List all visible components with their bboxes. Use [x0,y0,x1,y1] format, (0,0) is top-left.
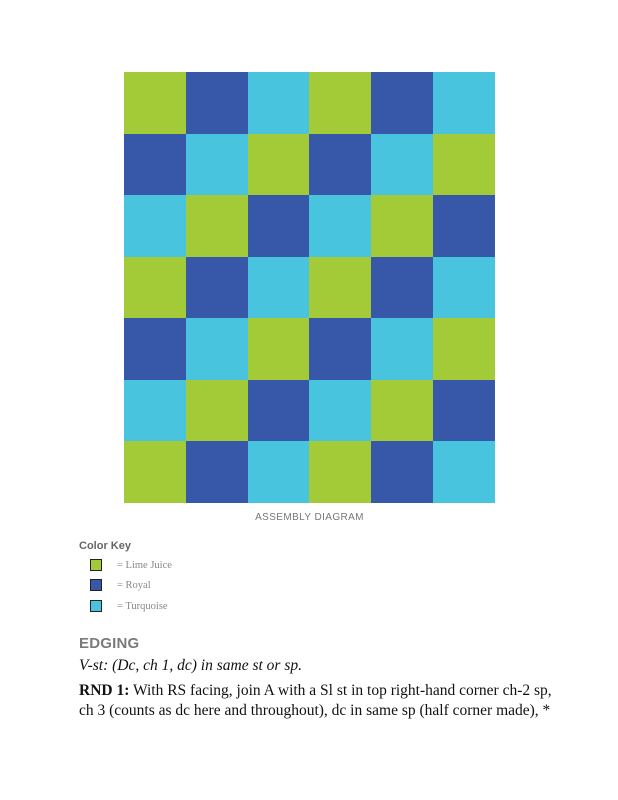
diagram-square [309,380,371,442]
diagram-square [371,318,433,380]
color-key-item-royal [90,578,151,592]
color-key-item-lime-juice [90,558,172,572]
diagram-square [124,380,186,442]
diagram-square [309,441,371,503]
diagram-caption: ASSEMBLY DIAGRAM [255,512,364,523]
color-key-title: Color Key [79,540,131,552]
diagram-square [309,134,371,196]
diagram-square [186,257,248,319]
diagram-square [248,380,310,442]
royal-swatch [90,579,102,591]
diagram-square [371,441,433,503]
diagram-square [433,380,495,442]
v-stitch-definition: V-st: (Dc, ch 1, dc) in same st or sp. [79,657,302,674]
diagram-square [433,195,495,257]
diagram-square [186,134,248,196]
turquoise-swatch [90,600,102,612]
diagram-square [124,134,186,196]
diagram-square [309,318,371,380]
round-1-line-1 [79,681,552,701]
round-1-instructions [79,681,552,721]
diagram-square [124,72,186,134]
lime-juice-swatch [90,559,102,571]
diagram-square [309,195,371,257]
diagram-square [371,257,433,319]
diagram-square [309,257,371,319]
assembly-diagram [124,72,495,503]
diagram-square [371,195,433,257]
round-1-text: With RS facing, join A with a Sl st in top right-hand corner ch-2 sp, [129,682,552,699]
diagram-square [371,72,433,134]
diagram-square [248,318,310,380]
diagram-square [248,134,310,196]
diagram-square [248,441,310,503]
diagram-square [371,380,433,442]
round-1-line-2: ch 3 (counts as dc here and throughout), dc in same sp (half corner made), * [79,702,551,719]
diagram-square [124,318,186,380]
diagram-square [186,72,248,134]
color-key-item-turquoise [90,599,168,613]
diagram-square [186,380,248,442]
diagram-square [433,257,495,319]
color-key-label: = Royal [117,579,151,591]
diagram-square [186,195,248,257]
diagram-square [371,134,433,196]
diagram-square [248,72,310,134]
diagram-square [309,72,371,134]
diagram-square [248,257,310,319]
color-key-label: = Lime Juice [117,559,172,571]
edging-heading: EDGING [79,635,140,652]
round-label: RND 1: [79,682,130,699]
diagram-square [433,72,495,134]
diagram-square [186,441,248,503]
diagram-square [433,134,495,196]
diagram-square [124,195,186,257]
diagram-square [186,318,248,380]
diagram-square [433,441,495,503]
diagram-square [124,257,186,319]
diagram-square [124,441,186,503]
color-key-label: = Turquoise [117,600,168,612]
diagram-square [248,195,310,257]
diagram-square [433,318,495,380]
